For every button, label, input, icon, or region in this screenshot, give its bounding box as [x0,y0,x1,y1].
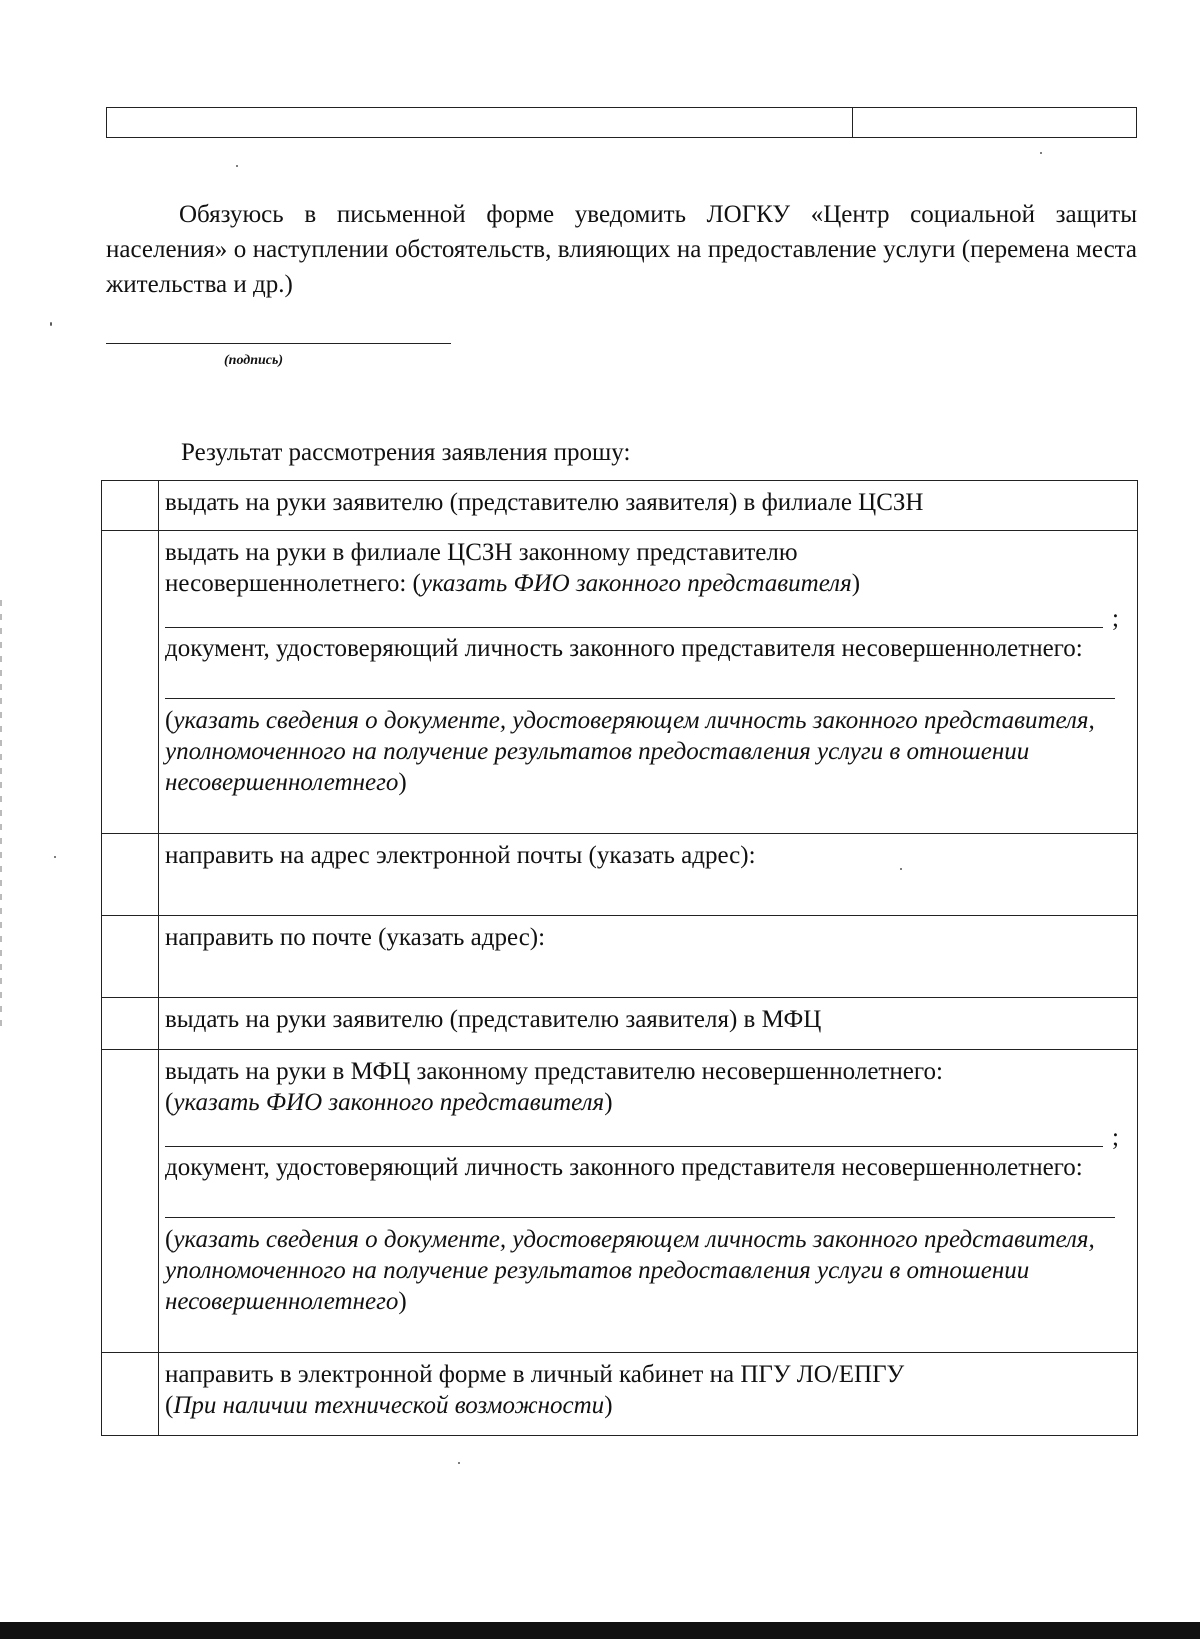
guardian-branch-semicolon: ; [1112,605,1119,632]
top-table-cell-right[interactable] [853,108,1136,137]
guardian-branch-intro-italic: указать ФИО законного представителя [420,570,852,597]
option-checkbox-hand-mfc[interactable] [102,998,159,1050]
guardian-mfc-hint-open: ( [165,1226,174,1253]
guardian-branch-hint-open: ( [165,707,174,734]
email-address-blank[interactable] [165,871,1113,901]
option-row-hand-mfc [102,998,1138,1050]
option-text-portal [159,1353,1138,1436]
guardian-mfc-doc-text: документ, удостоверяющий личность законного представителя несовершеннолетнего: [165,1154,1083,1181]
guardian-branch-name-fill-line[interactable] [165,599,1119,632]
guardian-mfc-intro-line2 [165,1087,1113,1118]
option-checkbox-guardian-branch[interactable] [102,531,159,834]
option-row-email [102,834,1138,916]
result-heading: Результат рассмотрения заявления прошу: [181,439,631,466]
guardian-mfc-semicolon: ; [1112,1124,1119,1151]
guardian-mfc-doc-fill-line[interactable] [165,1183,1115,1221]
top-table-cell-left[interactable] [107,108,853,137]
option-text-email [159,834,1138,916]
signature-line[interactable] [106,343,451,344]
portal-line2 [165,1390,1113,1421]
option-text-hand-branch: выдать на руки заявителю (представителю заявителя) в филиале ЦСЗН [159,481,1138,531]
option-row-guardian-branch [102,531,1138,834]
guardian-branch-doc-fill-line[interactable] [165,664,1115,702]
guardian-branch-intro-line1: выдать на руки в филиале ЦСЗН законному представителю [165,539,798,566]
portal-line2-italic: При наличии технической возможности [173,1392,605,1419]
guardian-mfc-name-fill-line[interactable] [165,1118,1119,1151]
option-label-post: направить по почте (указать адрес): [165,924,546,951]
option-row-hand-branch [102,481,1138,531]
portal-line2-close: ) [604,1392,613,1419]
option-checkbox-post[interactable] [102,916,159,998]
guardian-mfc-intro-italic: указать ФИО законного представителя [173,1089,605,1116]
scan-bottom-edge [0,1622,1200,1639]
guardian-branch-intro-plain: несовершеннолетнего: ( [165,570,421,597]
guardian-mfc-intro-plain: ( [165,1089,174,1116]
portal-line1: направить в электронной форме в личный кабинет на ПГУ ЛО/ЕПГУ [165,1361,905,1388]
signature-caption: (подпись) [224,353,284,368]
option-row-post [102,916,1138,998]
guardian-branch-doc-text: документ, удостоверяющий личность законного представителя несовершеннолетнего: [165,635,1083,662]
top-empty-table [106,107,1137,138]
portal-line2-open: ( [165,1392,174,1419]
post-address-blank[interactable] [165,953,1113,983]
guardian-branch-hint [165,705,1113,798]
guardian-mfc-hint [165,1224,1113,1317]
option-text-post [159,916,1138,998]
scan-left-edge [0,600,2,1030]
option-checkbox-guardian-mfc[interactable] [102,1050,159,1353]
guardian-branch-hint-italic: указать сведения о документе, удостоверяющем личность законного представителя, уполномоченного на получение результатов предоставления услуги в отношении несовершеннолетнего [165,707,1095,796]
result-options-table [101,480,1138,1436]
pledge-paragraph: Обязуюсь в письменной форме уведомить ЛОГКУ «Центр социальной защиты населения» о наступлении обстоятельств, влияющих на предоставление услуги (перемена места жительства и др.) [106,201,1137,298]
option-label-email: направить на адрес электронной почты (указать адрес): [165,842,756,869]
option-row-portal [102,1353,1138,1436]
option-text-hand-mfc: выдать на руки заявителю (представителю заявителя) в МФЦ [159,998,1138,1050]
guardian-mfc-hint-close: ) [398,1288,407,1315]
guardian-branch-intro-close: ) [851,570,861,597]
option-checkbox-hand-branch[interactable] [102,481,159,531]
guardian-branch-hint-close: ) [398,769,407,796]
option-checkbox-email[interactable] [102,834,159,916]
guardian-mfc-intro-line1: выдать на руки в МФЦ законному представителю несовершеннолетнего: [165,1058,943,1085]
guardian-branch-intro-line2 [165,568,1113,599]
option-text-guardian-mfc [159,1050,1138,1353]
guardian-mfc-intro-close: ) [604,1089,613,1116]
option-text-guardian-branch [159,531,1138,834]
guardian-mfc-hint-italic: указать сведения о документе, удостоверяющем личность законного представителя, уполномоченного на получение результатов предоставления услуги в отношении несовершеннолетнего [165,1226,1095,1315]
option-row-guardian-mfc [102,1050,1138,1353]
option-checkbox-portal[interactable] [102,1353,159,1436]
